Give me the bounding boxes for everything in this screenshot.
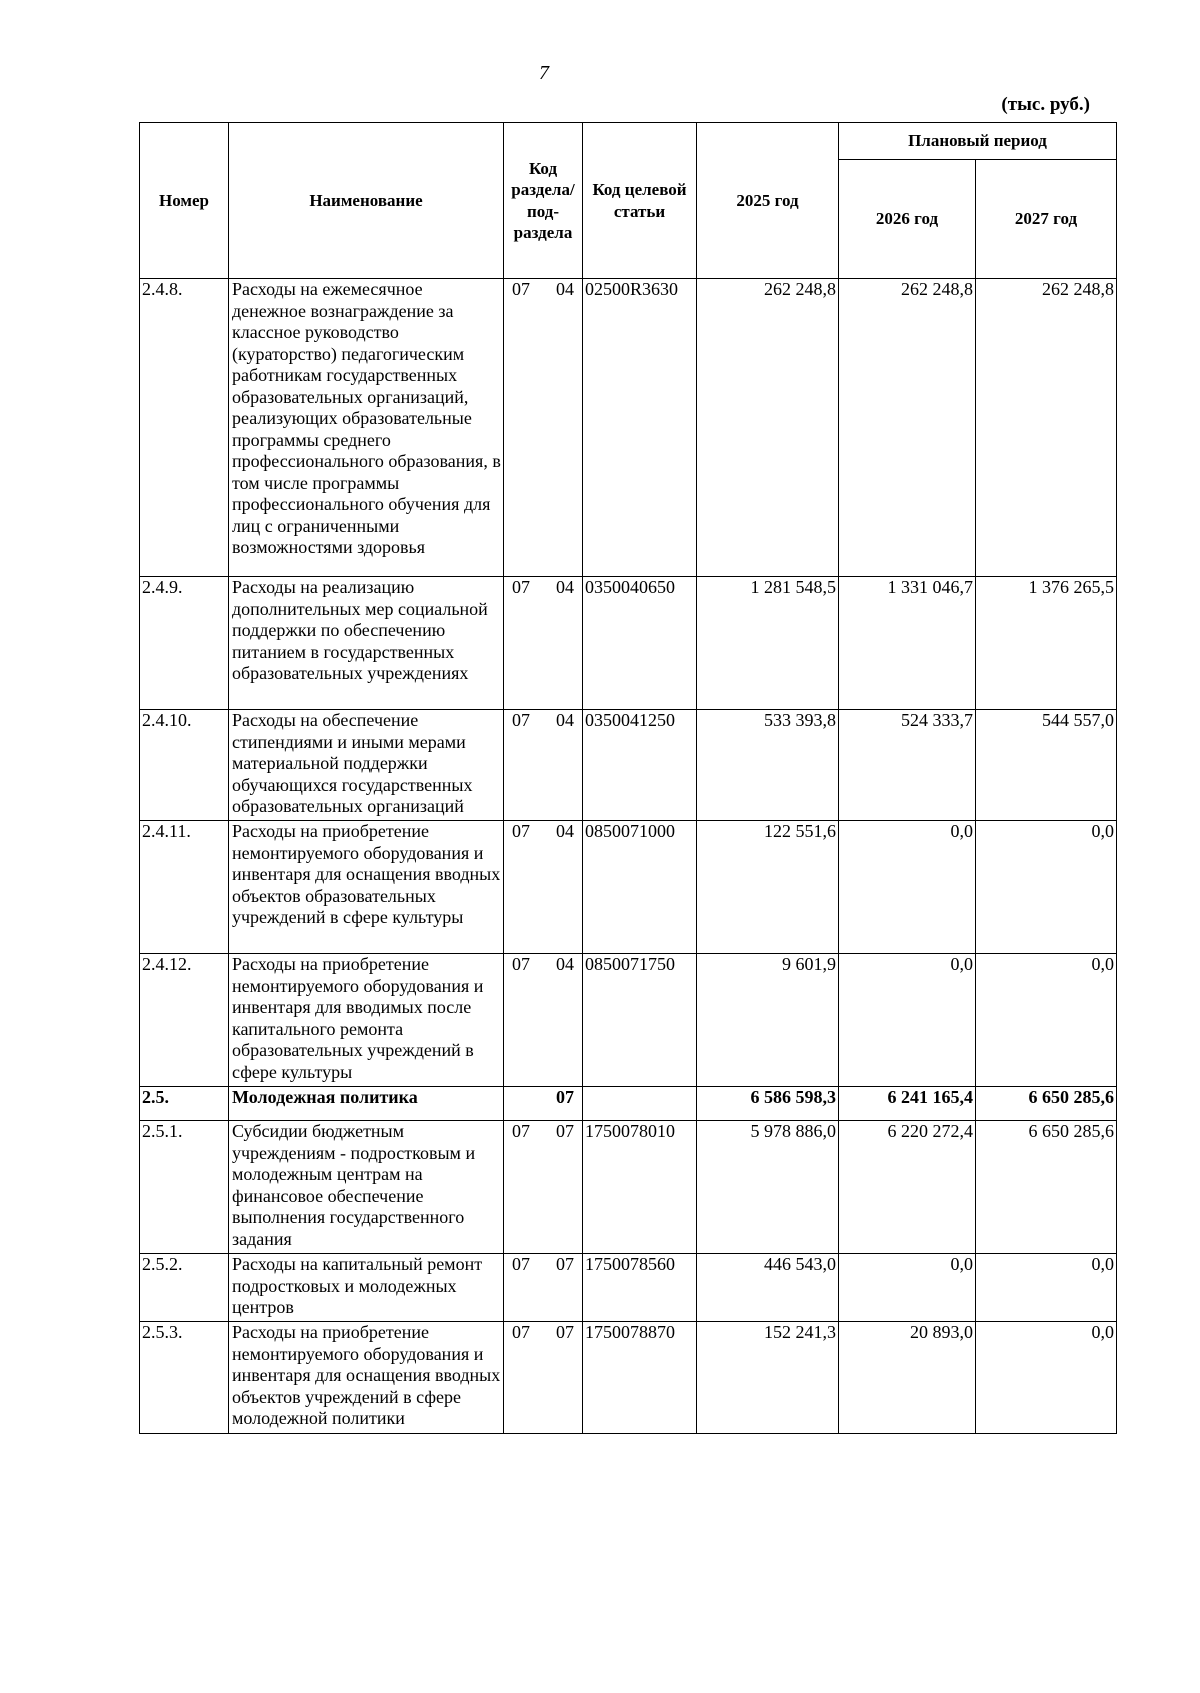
row-section: 07 — [512, 954, 530, 974]
table-row — [140, 577, 1117, 710]
row-subsection: 07 — [556, 1254, 574, 1274]
row-target-code: 0350040650 — [583, 577, 697, 710]
row-target-code: 1750078560 — [583, 1254, 697, 1322]
row-section: 07 — [512, 821, 530, 841]
row-section: 07 — [512, 577, 530, 597]
table-row — [140, 1121, 1117, 1254]
row-name: Расходы на реализацию дополнительных мер социальной поддержки по обеспечению питанием в государственных образовательных учреждениях — [229, 577, 504, 710]
row-target-code — [583, 1087, 697, 1121]
row-value-2025: 9 601,9 — [697, 954, 839, 1087]
row-section-code — [504, 577, 583, 710]
row-value-2026: 524 333,7 — [839, 710, 976, 821]
budget-table — [139, 122, 1117, 1434]
row-value-2026: 6 241 165,4 — [839, 1087, 976, 1121]
row-value-2025: 1 281 548,5 — [697, 577, 839, 710]
row-value-2027: 1 376 265,5 — [976, 577, 1117, 710]
row-section: 07 — [512, 1322, 530, 1342]
table-row-section-total — [140, 1087, 1117, 1121]
table-row — [140, 821, 1117, 954]
row-number: 2.5.3. — [140, 1322, 229, 1434]
header-year-2027: 2027 год — [976, 160, 1117, 279]
row-section-code — [504, 279, 583, 577]
row-number: 2.5.1. — [140, 1121, 229, 1254]
row-section: 07 — [512, 710, 530, 730]
row-value-2027: 0,0 — [976, 954, 1117, 1087]
row-name: Расходы на капитальный ремонт подростковых и молодежных центров — [229, 1254, 504, 1322]
row-section-code — [504, 954, 583, 1087]
row-section-code — [504, 1087, 583, 1121]
row-value-2026: 20 893,0 — [839, 1322, 976, 1434]
row-subsection: 07 — [556, 1322, 574, 1342]
row-number: 2.5. — [140, 1087, 229, 1121]
row-value-2027: 0,0 — [976, 821, 1117, 954]
row-value-2027: 6 650 285,6 — [976, 1121, 1117, 1254]
row-section-code — [504, 710, 583, 821]
header-section-code: Код раздела/ под- раздела — [504, 123, 583, 279]
header-year-2026: 2026 год — [839, 160, 976, 279]
row-name: Расходы на обеспечение стипендиями и иными мерами материальной поддержки обучающихся государственных образовательных организаций — [229, 710, 504, 821]
row-value-2026: 1 331 046,7 — [839, 577, 976, 710]
row-target-code: 0350041250 — [583, 710, 697, 821]
table-row — [140, 1322, 1117, 1434]
header-planned-period: Плановый период — [839, 123, 1117, 160]
table-row — [140, 279, 1117, 577]
row-value-2025: 122 551,6 — [697, 821, 839, 954]
row-subsection: 04 — [556, 954, 574, 974]
row-section-code — [504, 1121, 583, 1254]
row-number: 2.4.10. — [140, 710, 229, 821]
row-section-code — [504, 1254, 583, 1322]
row-target-code: 1750078010 — [583, 1121, 697, 1254]
table-row — [140, 710, 1117, 821]
row-value-2025: 446 543,0 — [697, 1254, 839, 1322]
row-name: Расходы на приобретение немонтируемого оборудования и инвентаря для вводимых после капитального ремонта образовательных учреждений в сфере культуры — [229, 954, 504, 1087]
row-value-2026: 0,0 — [839, 954, 976, 1087]
table-row — [140, 954, 1117, 1087]
row-value-2027: 0,0 — [976, 1254, 1117, 1322]
row-value-2025: 152 241,3 — [697, 1322, 839, 1434]
row-value-2026: 262 248,8 — [839, 279, 976, 577]
row-value-2027: 262 248,8 — [976, 279, 1117, 577]
header-target-code: Код целевой статьи — [583, 123, 697, 279]
row-number: 2.4.8. — [140, 279, 229, 577]
row-value-2026: 0,0 — [839, 821, 976, 954]
row-target-code: 02500R3630 — [583, 279, 697, 577]
header-name: Наименование — [229, 123, 504, 279]
row-value-2026: 0,0 — [839, 1254, 976, 1322]
row-name: Субсидии бюджетным учреждениям - подростковым и молодежным центрам на финансовое обеспечение выполнения государственного задания — [229, 1121, 504, 1254]
row-subsection: 04 — [556, 577, 574, 597]
row-value-2027: 0,0 — [976, 1322, 1117, 1434]
row-subsection: 07 — [556, 1087, 574, 1107]
row-section-code — [504, 1322, 583, 1434]
row-value-2025: 533 393,8 — [697, 710, 839, 821]
table-row — [140, 1254, 1117, 1322]
row-section: 07 — [512, 1254, 530, 1274]
row-section: 07 — [512, 279, 530, 299]
row-name: Расходы на приобретение немонтируемого оборудования и инвентаря для оснащения вводных объектов образовательных учреждений в сфере культуры — [229, 821, 504, 954]
row-value-2025: 5 978 886,0 — [697, 1121, 839, 1254]
units-label: (тыс. руб.) — [1001, 94, 1090, 115]
page-number: 7 — [539, 62, 549, 84]
table-body — [140, 279, 1117, 1434]
row-subsection: 04 — [556, 821, 574, 841]
row-value-2027: 6 650 285,6 — [976, 1087, 1117, 1121]
row-subsection: 04 — [556, 279, 574, 299]
row-number: 2.4.12. — [140, 954, 229, 1087]
row-number: 2.5.2. — [140, 1254, 229, 1322]
row-value-2025: 262 248,8 — [697, 279, 839, 577]
row-value-2025: 6 586 598,3 — [697, 1087, 839, 1121]
row-name: Расходы на приобретение немонтируемого оборудования и инвентаря для оснащения вводных объектов учреждений в сфере молодежной политики — [229, 1322, 504, 1434]
row-target-code: 0850071750 — [583, 954, 697, 1087]
row-subsection: 04 — [556, 710, 574, 730]
row-name: Расходы на ежемесячное денежное вознаграждение за классное руководство (кураторство) педагогическим работникам государственных образовательных организаций, реализующих образовательные программы среднего профессионального образования, в том числе программы профессионального обучения для лиц с ограниченными возможностями здоровья — [229, 279, 504, 577]
header-year-2025: 2025 год — [697, 123, 839, 279]
row-number: 2.4.11. — [140, 821, 229, 954]
row-subsection: 07 — [556, 1121, 574, 1141]
header-number: Номер — [140, 123, 229, 279]
row-value-2027: 544 557,0 — [976, 710, 1117, 821]
row-name: Молодежная политика — [229, 1087, 504, 1121]
row-value-2026: 6 220 272,4 — [839, 1121, 976, 1254]
row-target-code: 1750078870 — [583, 1322, 697, 1434]
row-number: 2.4.9. — [140, 577, 229, 710]
row-target-code: 0850071000 — [583, 821, 697, 954]
row-section: 07 — [512, 1121, 530, 1141]
row-section-code — [504, 821, 583, 954]
